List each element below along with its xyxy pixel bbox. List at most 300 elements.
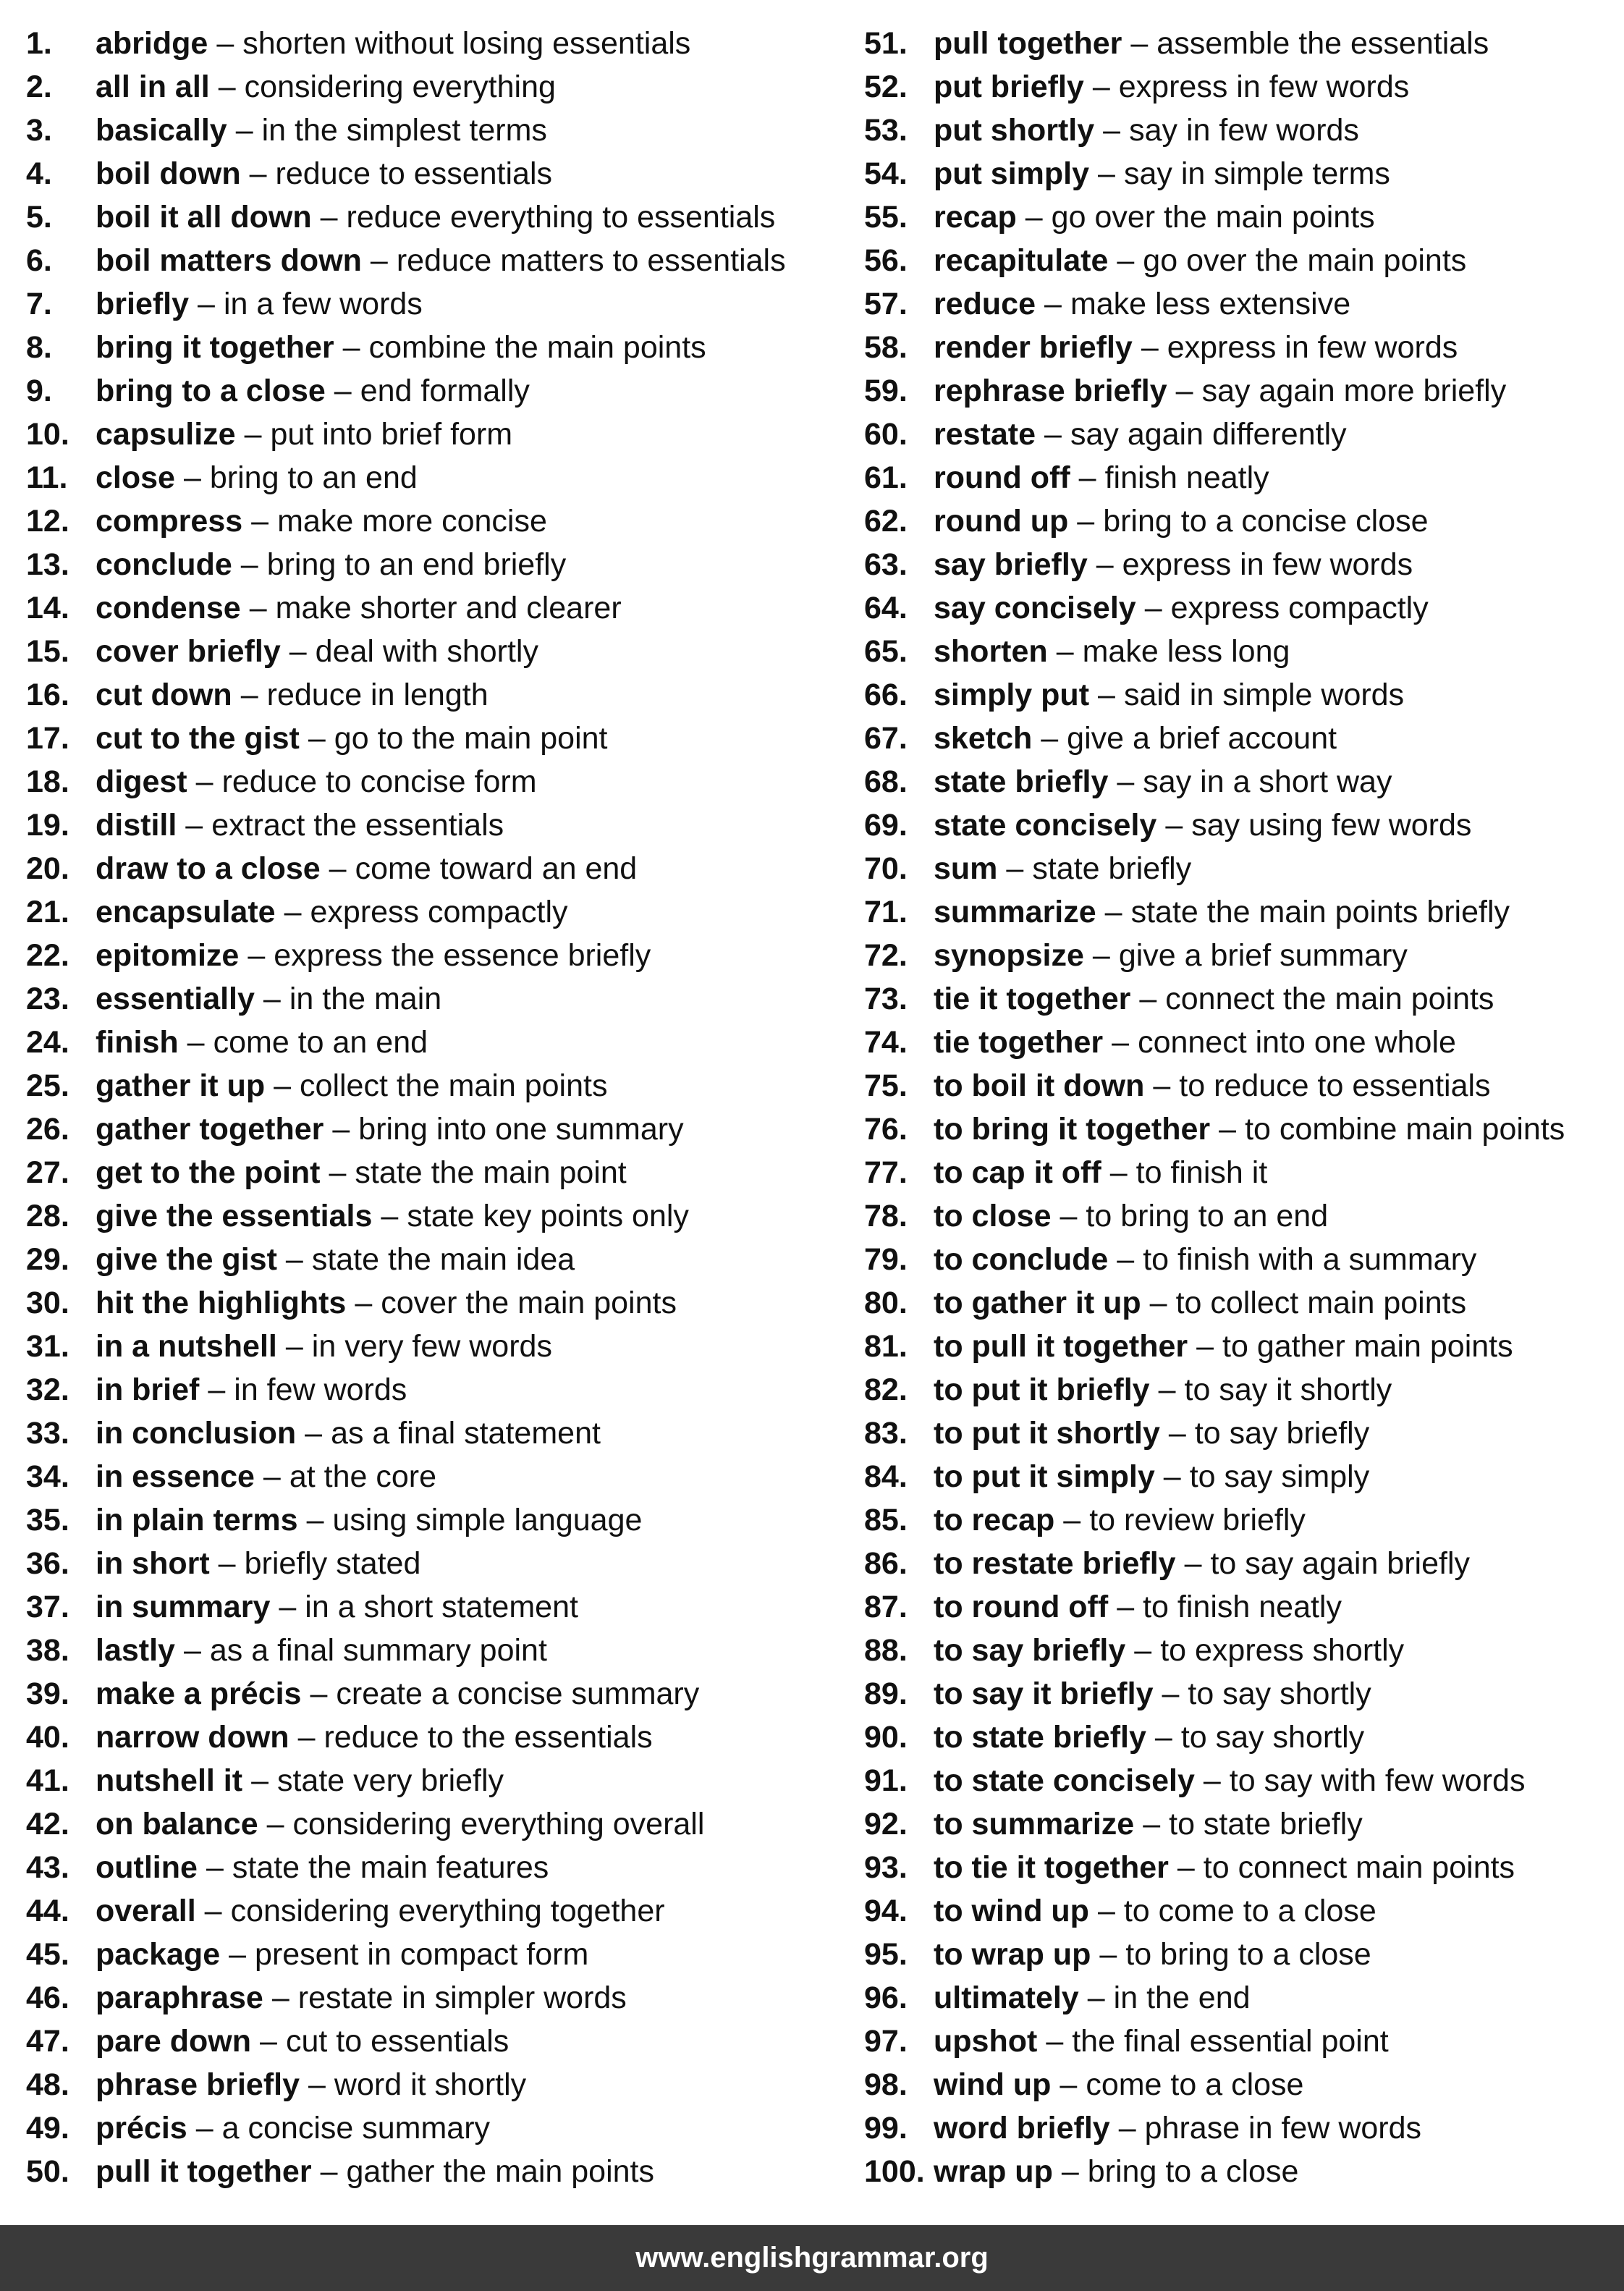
list-item xyxy=(864,1021,1624,1064)
item-definition: as a final statement xyxy=(331,1416,601,1451)
item-separator: – xyxy=(1041,721,1059,756)
list-item xyxy=(864,1194,1624,1238)
item-separator: – xyxy=(235,113,253,148)
item-separator: – xyxy=(1134,1633,1152,1668)
item-separator: – xyxy=(284,895,302,929)
item-separator: – xyxy=(1184,1546,1202,1581)
item-definition: in the main xyxy=(289,982,442,1016)
item-separator: – xyxy=(285,1329,303,1364)
list-item xyxy=(864,65,1624,109)
footer-website-link[interactable]: www.englishgrammar.org xyxy=(635,2242,989,2274)
list-item xyxy=(864,1976,1624,2020)
item-definition: make less extensive xyxy=(1070,287,1351,321)
list-item xyxy=(864,2063,1624,2106)
item-term: gather it up xyxy=(96,1068,266,1103)
list-item xyxy=(864,2106,1624,2150)
item-separator: – xyxy=(308,2067,326,2102)
list-item xyxy=(26,1021,844,1064)
list-item xyxy=(864,282,1624,326)
item-number: 60. xyxy=(864,417,908,452)
item-separator: – xyxy=(240,678,258,712)
item-number: 17. xyxy=(26,721,69,756)
item-definition: to say it shortly xyxy=(1184,1372,1392,1407)
item-number: 13. xyxy=(26,547,69,582)
item-number: 53. xyxy=(864,113,908,148)
item-separator: – xyxy=(1097,1894,1115,1928)
item-number: 96. xyxy=(864,1980,908,2015)
item-term: nutshell it xyxy=(96,1763,243,1798)
item-definition: considering everything xyxy=(244,69,556,104)
item-number: 95. xyxy=(864,1937,908,1972)
item-term: synopsize xyxy=(934,938,1084,973)
list-item xyxy=(26,1151,844,1194)
item-separator: – xyxy=(1168,1416,1186,1451)
item-separator: – xyxy=(370,243,388,278)
list-item xyxy=(26,717,844,760)
item-term: paraphrase xyxy=(96,1980,263,2015)
list-item xyxy=(26,1542,844,1585)
item-number: 61. xyxy=(864,460,908,495)
item-separator: – xyxy=(320,2154,338,2189)
item-number: 62. xyxy=(864,504,908,539)
item-separator: – xyxy=(266,1807,284,1841)
list-item xyxy=(26,2150,844,2193)
list-item xyxy=(26,1802,844,1846)
list-item xyxy=(864,1672,1624,1716)
item-separator: – xyxy=(248,938,266,973)
item-number: 90. xyxy=(864,1720,908,1755)
item-separator: – xyxy=(1143,1807,1161,1841)
item-term: boil it all down xyxy=(96,200,312,235)
item-separator: – xyxy=(1025,200,1043,235)
item-number: 42. xyxy=(26,1807,69,1841)
item-number: 92. xyxy=(864,1807,908,1841)
item-definition: state briefly xyxy=(1032,851,1192,886)
item-term: to bring it together xyxy=(934,1112,1211,1147)
item-term: round off xyxy=(934,460,1070,495)
list-item xyxy=(26,760,844,803)
list-item xyxy=(26,2063,844,2106)
item-number: 1. xyxy=(26,26,52,61)
item-separator: – xyxy=(244,417,262,452)
item-number: 69. xyxy=(864,808,908,843)
item-term: to wrap up xyxy=(934,1937,1091,1972)
item-term: to state briefly xyxy=(934,1720,1146,1755)
list-item xyxy=(864,1629,1624,1672)
list-item xyxy=(26,65,844,109)
item-separator: – xyxy=(332,1112,350,1147)
item-term: make a précis xyxy=(96,1676,302,1711)
item-number: 3. xyxy=(26,113,52,148)
list-item xyxy=(864,1889,1624,1933)
item-separator: – xyxy=(1219,1112,1237,1147)
item-definition: express the essence briefly xyxy=(274,938,651,973)
list-item xyxy=(864,152,1624,195)
item-definition: put into brief form xyxy=(270,417,513,452)
item-term: cut down xyxy=(96,678,232,712)
item-term: in summary xyxy=(96,1590,271,1624)
list-item xyxy=(864,326,1624,369)
item-term: draw to a close xyxy=(96,851,321,886)
list-item xyxy=(864,1716,1624,1759)
item-separator: – xyxy=(218,1546,236,1581)
item-number: 16. xyxy=(26,678,69,712)
item-separator: – xyxy=(1087,1980,1105,2015)
footer-bar xyxy=(0,2225,1624,2291)
item-definition: in few words xyxy=(234,1372,407,1407)
list-item xyxy=(26,543,844,586)
item-separator: – xyxy=(274,1068,292,1103)
item-term: pull together xyxy=(934,26,1122,61)
item-definition: finish neatly xyxy=(1104,460,1269,495)
item-term: condense xyxy=(96,591,241,625)
item-definition: gather the main points xyxy=(346,2154,655,2189)
list-item xyxy=(864,1281,1624,1325)
item-number: 14. xyxy=(26,591,69,625)
item-separator: – xyxy=(1099,1937,1117,1972)
list-item xyxy=(864,717,1624,760)
item-number: 100. xyxy=(864,2154,925,2189)
item-definition: reduce in length xyxy=(266,678,489,712)
item-term: sketch xyxy=(934,721,1033,756)
item-definition: considering everything together xyxy=(230,1894,665,1928)
item-term: give the essentials xyxy=(96,1199,373,1233)
item-number: 66. xyxy=(864,678,908,712)
item-term: give the gist xyxy=(96,1242,277,1277)
item-definition: deal with shortly xyxy=(315,634,538,669)
item-definition: end formally xyxy=(360,374,530,408)
item-term: basically xyxy=(96,113,227,148)
item-term: close xyxy=(96,460,175,495)
item-number: 30. xyxy=(26,1286,69,1320)
list-item xyxy=(26,369,844,413)
item-separator: – xyxy=(279,1590,297,1624)
item-definition: give a brief summary xyxy=(1118,938,1408,973)
item-definition: make less long xyxy=(1082,634,1290,669)
item-number: 85. xyxy=(864,1503,908,1537)
item-separator: – xyxy=(342,330,360,365)
item-term: recap xyxy=(934,200,1017,235)
item-separator: – xyxy=(329,1155,347,1190)
item-definition: go to the main point xyxy=(334,721,608,756)
item-term: rephrase briefly xyxy=(934,374,1167,408)
item-term: in a nutshell xyxy=(96,1329,277,1364)
item-separator: – xyxy=(310,1676,328,1711)
list-item xyxy=(26,1368,844,1412)
item-separator: – xyxy=(1153,1068,1171,1103)
item-number: 39. xyxy=(26,1676,69,1711)
item-separator: – xyxy=(1175,374,1193,408)
item-separator: – xyxy=(1098,678,1115,712)
item-number: 93. xyxy=(864,1850,908,1885)
list-item xyxy=(864,760,1624,803)
item-separator: – xyxy=(1006,851,1024,886)
item-definition: express compactly xyxy=(1170,591,1429,625)
item-number: 86. xyxy=(864,1546,908,1581)
item-number: 20. xyxy=(26,851,69,886)
item-term: abridge xyxy=(96,26,208,61)
item-definition: state the main features xyxy=(232,1850,549,1885)
item-separator: – xyxy=(1149,1286,1167,1320)
item-term: in brief xyxy=(96,1372,200,1407)
item-separator: – xyxy=(195,2111,213,2146)
item-separator: – xyxy=(1104,895,1122,929)
item-definition: say in few words xyxy=(1129,113,1359,148)
item-number: 26. xyxy=(26,1112,69,1147)
item-number: 58. xyxy=(864,330,908,365)
item-separator: – xyxy=(1112,1025,1130,1060)
item-definition: to finish it xyxy=(1135,1155,1268,1190)
item-number: 63. xyxy=(864,547,908,582)
item-definition: bring to an end briefly xyxy=(266,547,567,582)
item-number: 82. xyxy=(864,1372,908,1407)
item-separator: – xyxy=(263,1459,281,1494)
list-item xyxy=(864,543,1624,586)
item-term: wrap up xyxy=(934,2154,1053,2189)
item-definition: express compactly xyxy=(310,895,568,929)
item-separator: – xyxy=(329,851,347,886)
item-separator: – xyxy=(249,156,267,191)
list-item xyxy=(864,1498,1624,1542)
item-separator: – xyxy=(1144,591,1162,625)
list-item xyxy=(864,1802,1624,1846)
item-number: 73. xyxy=(864,982,908,1016)
item-term: to tie it together xyxy=(934,1850,1169,1885)
item-definition: the final essential point xyxy=(1072,2024,1389,2059)
list-item xyxy=(26,1498,844,1542)
list-item xyxy=(26,109,844,152)
item-term: to summarize xyxy=(934,1807,1135,1841)
item-number: 8. xyxy=(26,330,52,365)
item-definition: come to a close xyxy=(1086,2067,1304,2102)
item-number: 79. xyxy=(864,1242,908,1277)
item-number: 24. xyxy=(26,1025,69,1060)
item-number: 6. xyxy=(26,243,52,278)
item-definition: create a concise summary xyxy=(336,1676,700,1711)
item-term: lastly xyxy=(96,1633,175,1668)
item-term: hit the highlights xyxy=(96,1286,347,1320)
item-number: 59. xyxy=(864,374,908,408)
item-term: to round off xyxy=(934,1590,1109,1624)
item-number: 49. xyxy=(26,2111,69,2146)
item-separator: – xyxy=(1096,547,1114,582)
item-number: 18. xyxy=(26,764,69,799)
item-definition: to say shortly xyxy=(1188,1676,1371,1711)
item-term: to say it briefly xyxy=(934,1676,1154,1711)
item-number: 36. xyxy=(26,1546,69,1581)
item-number: 10. xyxy=(26,417,69,452)
item-separator: – xyxy=(198,287,215,321)
item-separator: – xyxy=(1061,2154,1079,2189)
item-number: 22. xyxy=(26,938,69,973)
item-term: to conclude xyxy=(934,1242,1109,1277)
item-term: simply put xyxy=(934,678,1090,712)
list-item xyxy=(26,803,844,847)
list-item xyxy=(864,2020,1624,2063)
item-separator: – xyxy=(185,808,203,843)
item-definition: to say simply xyxy=(1189,1459,1370,1494)
item-term: capsulize xyxy=(96,417,236,452)
list-item xyxy=(864,413,1624,456)
list-item xyxy=(864,1585,1624,1629)
item-number: 87. xyxy=(864,1590,908,1624)
item-term: pull it together xyxy=(96,2154,312,2189)
list-item xyxy=(864,1542,1624,1585)
item-term: render briefly xyxy=(934,330,1133,365)
item-number: 9. xyxy=(26,374,52,408)
item-number: 98. xyxy=(864,2067,908,2102)
item-number: 52. xyxy=(864,69,908,104)
list-item xyxy=(26,326,844,369)
item-number: 7. xyxy=(26,287,52,321)
list-item xyxy=(864,195,1624,239)
item-definition: bring into one summary xyxy=(358,1112,684,1147)
item-number: 70. xyxy=(864,851,908,886)
item-number: 25. xyxy=(26,1068,69,1103)
item-number: 40. xyxy=(26,1720,69,1755)
item-term: finish xyxy=(96,1025,179,1060)
item-definition: bring to an end xyxy=(209,460,418,495)
item-separator: – xyxy=(1117,1590,1135,1624)
item-definition: make shorter and clearer xyxy=(275,591,622,625)
item-term: distill xyxy=(96,808,177,843)
list-item xyxy=(26,2106,844,2150)
list-item xyxy=(26,1672,844,1716)
item-definition: to say briefly xyxy=(1194,1416,1370,1451)
item-definition: go over the main points xyxy=(1051,200,1375,235)
item-term: to put it briefly xyxy=(934,1372,1150,1407)
item-separator: – xyxy=(240,547,258,582)
item-number: 37. xyxy=(26,1590,69,1624)
item-definition: reduce to essentials xyxy=(275,156,552,191)
item-term: pare down xyxy=(96,2024,252,2059)
item-separator: – xyxy=(271,1980,289,2015)
list-item xyxy=(864,1064,1624,1107)
list-item xyxy=(864,239,1624,282)
item-definition: connect into one whole xyxy=(1138,1025,1456,1060)
item-number: 5. xyxy=(26,200,52,235)
item-term: to restate briefly xyxy=(934,1546,1176,1581)
item-term: cover briefly xyxy=(96,634,281,669)
item-definition: collect the main points xyxy=(300,1068,608,1103)
item-separator: – xyxy=(1154,1720,1172,1755)
list-item xyxy=(864,109,1624,152)
list-item xyxy=(26,1107,844,1151)
item-number: 47. xyxy=(26,2024,69,2059)
list-item xyxy=(26,1281,844,1325)
item-number: 23. xyxy=(26,982,69,1016)
item-separator: – xyxy=(355,1286,373,1320)
item-number: 51. xyxy=(864,26,908,61)
list-item xyxy=(864,1238,1624,1281)
item-number: 44. xyxy=(26,1894,69,1928)
list-item xyxy=(26,22,844,65)
item-number: 71. xyxy=(864,895,908,929)
list-item xyxy=(864,1933,1624,1976)
list-item xyxy=(864,977,1624,1021)
list-item xyxy=(26,1759,844,1802)
list-item xyxy=(26,934,844,977)
list-item xyxy=(864,1412,1624,1455)
item-term: all in all xyxy=(96,69,210,104)
item-separator: – xyxy=(308,721,326,756)
item-number: 76. xyxy=(864,1112,908,1147)
item-number: 99. xyxy=(864,2111,908,2146)
item-term: package xyxy=(96,1937,221,1972)
item-definition: at the core xyxy=(289,1459,437,1494)
item-definition: word it shortly xyxy=(334,2067,527,2102)
list-item xyxy=(26,977,844,1021)
list-item xyxy=(26,499,844,543)
list-item xyxy=(864,1151,1624,1194)
item-definition: express in few words xyxy=(1167,330,1458,365)
list-item xyxy=(26,1933,844,1976)
list-item xyxy=(26,1455,844,1498)
item-definition: give a brief account xyxy=(1067,721,1337,756)
item-term: to put it shortly xyxy=(934,1416,1160,1451)
item-definition: in a few words xyxy=(223,287,423,321)
item-definition: connect the main points xyxy=(1165,982,1494,1016)
item-separator: – xyxy=(1117,764,1135,799)
item-term: to state concisely xyxy=(934,1763,1195,1798)
item-number: 72. xyxy=(864,938,908,973)
item-separator: – xyxy=(251,504,269,539)
item-separator: – xyxy=(206,1850,224,1885)
list-item xyxy=(26,1064,844,1107)
item-definition: to state briefly xyxy=(1169,1807,1363,1841)
item-definition: come to an end xyxy=(213,1025,428,1060)
item-number: 84. xyxy=(864,1459,908,1494)
item-separator: – xyxy=(285,1242,303,1277)
list-item xyxy=(26,1889,844,1933)
item-separator: – xyxy=(1092,69,1110,104)
item-number: 11. xyxy=(26,460,68,495)
item-term: put briefly xyxy=(934,69,1084,104)
item-number: 19. xyxy=(26,808,69,843)
list-item xyxy=(864,586,1624,630)
item-term: to boil it down xyxy=(934,1068,1145,1103)
item-term: outline xyxy=(96,1850,198,1885)
item-term: narrow down xyxy=(96,1720,289,1755)
item-definition: cover the main points xyxy=(381,1286,677,1320)
item-definition: to say with few words xyxy=(1229,1763,1526,1798)
list-item xyxy=(864,1846,1624,1889)
item-term: say briefly xyxy=(934,547,1088,582)
item-number: 4. xyxy=(26,156,52,191)
item-definition: bring to a concise close xyxy=(1103,504,1429,539)
item-separator: – xyxy=(1165,808,1183,843)
item-term: to say briefly xyxy=(934,1633,1126,1668)
item-separator: – xyxy=(204,1894,222,1928)
item-term: conclude xyxy=(96,547,232,582)
item-term: encapsulate xyxy=(96,895,276,929)
item-number: 68. xyxy=(864,764,908,799)
item-definition: reduce matters to essentials xyxy=(396,243,786,278)
item-term: cut to the gist xyxy=(96,721,300,756)
item-definition: to finish with a summary xyxy=(1143,1242,1477,1277)
item-definition: assemble the essentials xyxy=(1156,26,1489,61)
item-definition: say again differently xyxy=(1070,417,1347,452)
item-definition: say using few words xyxy=(1191,808,1472,843)
item-term: in essence xyxy=(96,1459,255,1494)
item-definition: said in simple words xyxy=(1123,678,1405,712)
list-item xyxy=(26,1976,844,2020)
item-term: on balance xyxy=(96,1807,258,1841)
item-separator: – xyxy=(1056,634,1074,669)
item-separator: – xyxy=(187,1025,205,1060)
item-definition: to reduce to essentials xyxy=(1179,1068,1491,1103)
item-term: bring it together xyxy=(96,330,334,365)
